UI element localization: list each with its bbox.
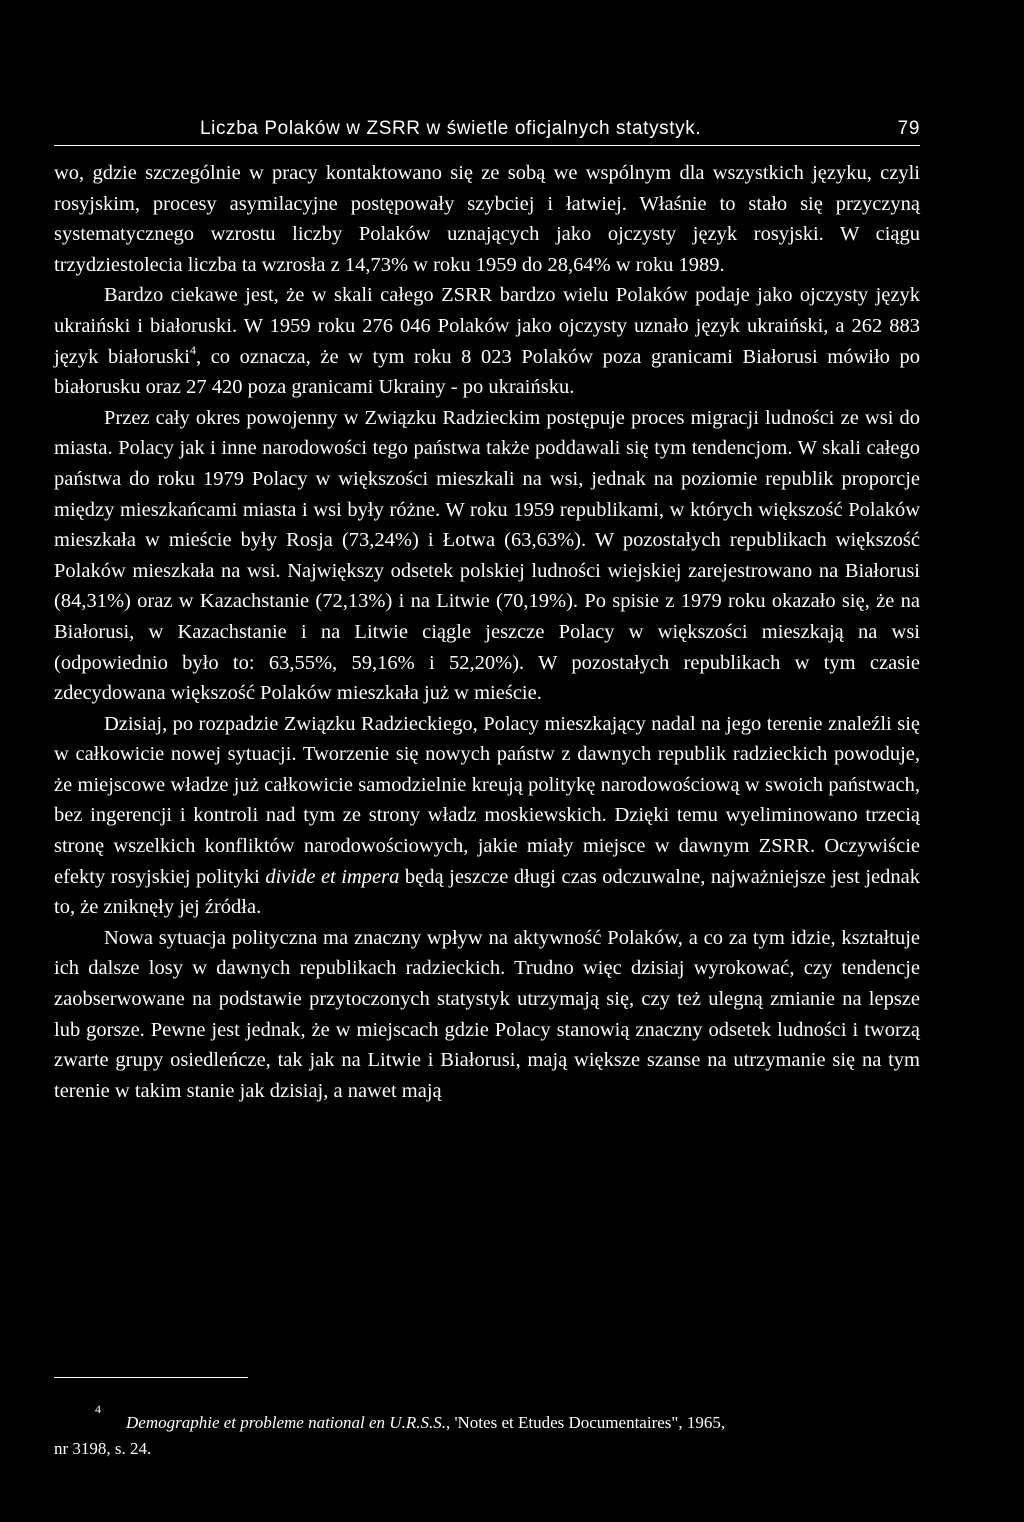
footnote-line-2: nr 3198, s. 24. <box>54 1439 152 1458</box>
paragraph-4 <box>54 709 920 923</box>
footnote-rest: , 'Notes et Etudes Documentaires", 1965, <box>445 1413 726 1432</box>
paragraph-4-text-b: będą jeszcze długi czas odczuwalne, najważniejsze jest jednak to, że zniknęły jej źródła. <box>54 865 920 919</box>
paragraph-5: Nowa sytuacja polityczna ma znaczny wpływ na aktywność Polaków, a co za tym idzie, kształtuje ich dalsze losy w dawnych republikach radzieckich. Trudno więc dzisiaj wyrokować, czy tendencje zaobserwowane na podstawie przytoczonych statystyk utrzymają się, czy też ulegną zmianie na lepsze lub gorsze. Pewne jest jednak, że w miejscach gdzie Polacy stanowią znaczny odsetek ludności i tworzą zwarte grupy osiedleńcze, tak jak na Litwie i Białorusi, mają większe szanse na utrzymanie się na tym terenie w takim stanie jak dzisiaj, a nawet mają <box>54 926 920 1102</box>
header-rule <box>54 145 920 146</box>
footnote-line-1 <box>54 1410 920 1436</box>
paragraph-4-text-a: Dzisiaj, po rozpadzie Związku Radzieckiego, Polacy mieszkający nadal na jego terenie znaleźli się w całkowicie nowej sytuacji. Tworzenie się nowych państw z dawnych republik radzieckich powoduje, że miejscowe władze już całkowicie samodzielnie kreują politykę narodowościową w swoich państwach, bez ingerencji i kontroli nad tym ze strony władz moskiewskich. Dzięki temu wyeliminowano trzecią stronę wszelkich konfliktów narodowościowych, jakie miały miejsce w dawnym ZSRR. Oczywiście efekty rosyjskiej polityki <box>54 712 920 888</box>
paragraph-2-text-a: Bardzo ciekawe jest, że w skali całego ZSRR bardzo wielu Polaków podaje jako ojczysty język ukraiński i białoruski. W 1959 roku 276 046 Polaków jako ojczysty uznało język ukraiński, a 262 883 język białoruski <box>54 284 920 368</box>
page-number: 79 <box>897 118 920 139</box>
footnote-number: 4 <box>95 1402 101 1416</box>
footnote-rule <box>54 1377 248 1378</box>
paragraph-2-text-b: , co oznacza, że w tym roku 8 023 Polaków poza granicami Białorusi mówiło po białorusku oraz 27 420 poza granicami Ukrainy - po ukraińsku. <box>54 345 920 399</box>
paragraph-3: Przez cały okres powojenny w Związku Radzieckim postępuje proces migracji ludności ze wsi do miasta. Polacy jak i inne narodowości tego państwa także poddawali się tym tendencjom. W skali całego państwa do roku 1979 Polacy w większości mieszkali na wsi, jednak na poziomie republik proporcje między mieszkańcami miasta i wsi były różne. W roku 1959 republikami, w których większość Polaków mieszkała w mieście były Rosja (73,24%) i Łotwa (63,63%). W pozostałych republikach większość Polaków mieszkała na wsi. Największy odsetek polskiej ludności wiejskiej zarejestrowano na Białorusi (84,31%) oraz w Kazachstanie (72,13%) i na Litwie (70,19%). Po spisie z 1979 roku okazało się, że na Białorusi, w Kazachstanie i na Litwie ciągle jeszcze Polacy w większości mieszkają na wsi (odpowiednio było to: 63,55%, 59,16% i 52,20%). W pozostałych republikach w tym czasie zdecydowana większość Polaków mieszkała już w mieście. <box>54 406 920 705</box>
footnote <box>54 1402 920 1462</box>
body-text <box>54 158 920 1106</box>
latin-phrase: divide et impera <box>265 865 400 888</box>
paragraph-2 <box>54 280 920 402</box>
paragraph-1: wo, gdzie szczególnie w pracy kontaktowano się ze sobą we wspólnym dla wszystkich języku, czyli rosyjskim, procesy asymilacyjne postępowały szybciej i łatwiej. Właśnie to stało się przyczyną systematycznego wzrostu liczby Polaków uznających jako ojczysty język rosyjski. W ciągu trzydziestolecia liczba ta wzrosła z 14,73% w roku 1959 do 28,64% w roku 1989. <box>54 162 920 276</box>
footnote-reference: 4 <box>189 342 196 357</box>
footnote-title: Demographie et probleme national en U.R.S.S. <box>126 1413 446 1432</box>
running-title: Liczba Polaków w ZSRR w świetle oficjalnych statystyk. <box>200 118 702 139</box>
